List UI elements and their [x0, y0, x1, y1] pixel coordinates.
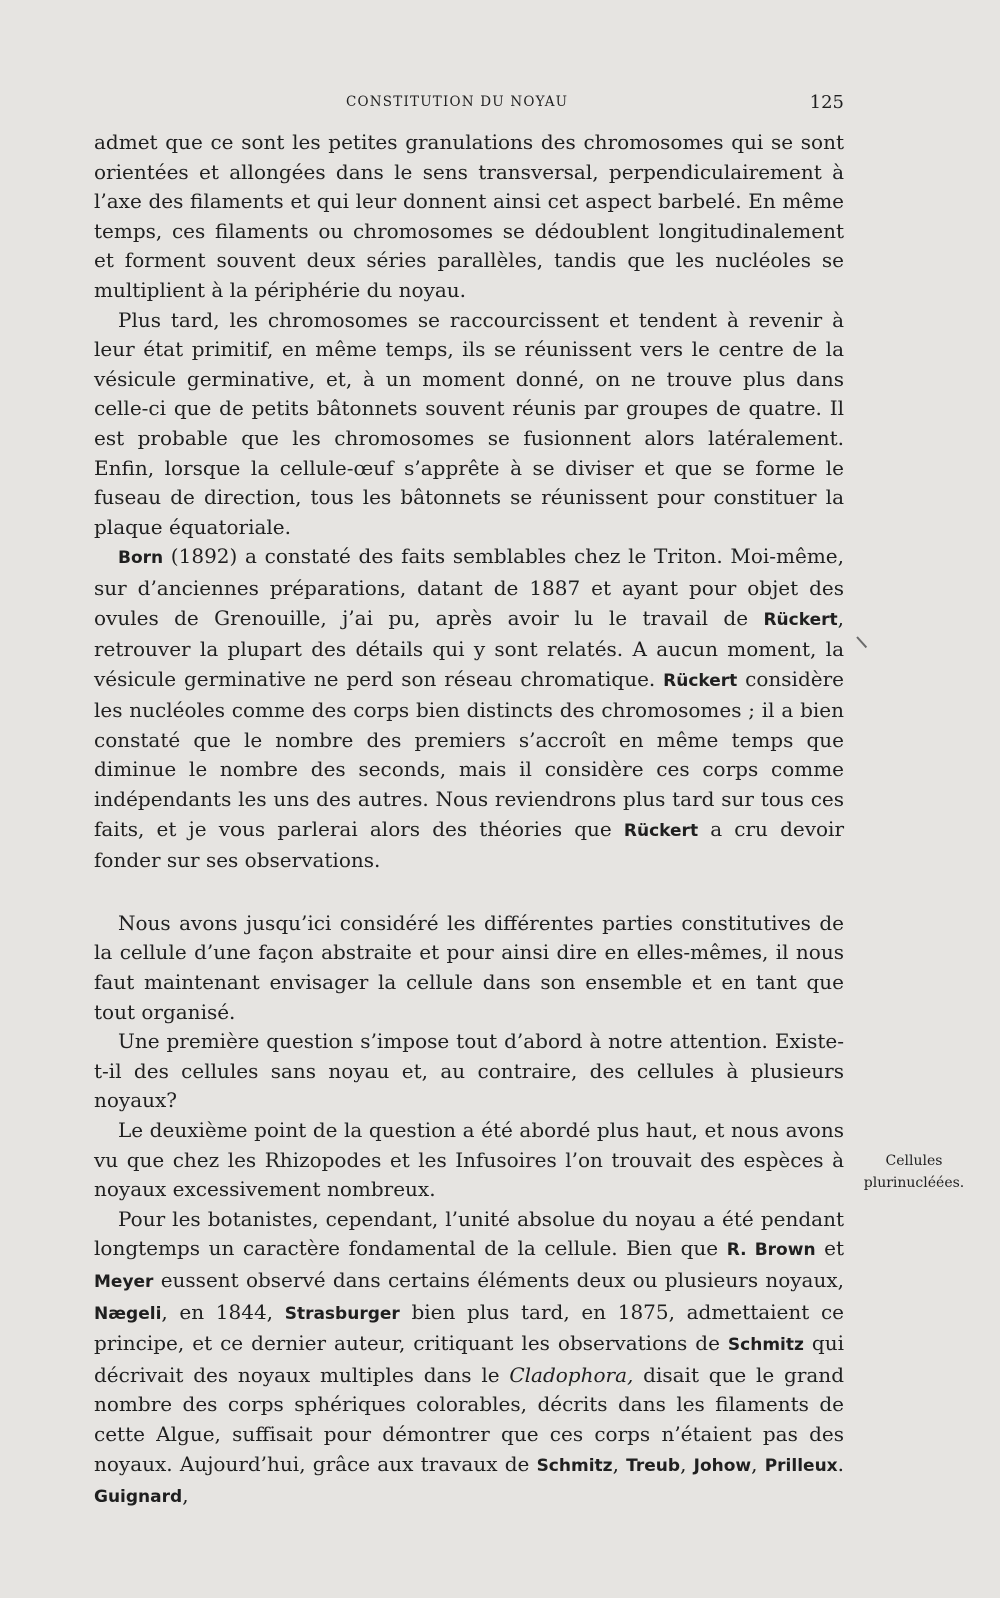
- page-number: 125: [809, 92, 844, 113]
- author-name: Meyer: [94, 1271, 154, 1292]
- stray-pencil-mark: [856, 636, 867, 648]
- text-run: et: [815, 1236, 844, 1261]
- paragraph-2: Plus tard, les chromosomes se raccourcissent et tendent à revenir à leur état primitif, en même temps, ils se réunissent vers le centre de la vésicule germinative, et, à un moment donné, on ne trouve plus dans celle-ci que de petits bâtonnets souvent réunis par groupes de quatre. Il est probable que les chromosomes se fusionnent alors latéralement. Enfin, lorsque la cellule-œuf s’apprête à se diviser et que se forme le fuseau de direction, tous les bâtonnets se réunissent pour constituer la plaque équatoriale.: [94, 307, 844, 539]
- author-name: Rückert: [763, 609, 838, 630]
- text-run: a cru devoir fonder sur ses observations.: [94, 816, 845, 873]
- text-run: considère les nucléoles comme des corps bien distincts des chromosomes ; il a bien constaté que le nombre des premiers s’accroît en même temps que diminue le nombre des seconds, mais il considère ces corps comme indépendants les uns des autres. Nous reviendrons plus tard sur tous ces faits, et je vous parlerai alors des théories que: [94, 666, 844, 841]
- text-run: disait que le grand nombre des corps sphériques colorables, décrits dans les filaments de cette Algue, suffisait pour démontrer que ces corps n’étaient pas des noyaux. Aujourd’hui, grâce aux travaux de: [94, 1362, 844, 1476]
- margin-note-line: plurinucléées.: [863, 1175, 965, 1191]
- author-name: Strasburger: [284, 1303, 400, 1324]
- paragraph-1: admet que ce sont les petites granulations des chromosomes qui se sont orientées et allongées dans le sens transversal, perpendiculairement à l’axe des filaments et qui leur donnent ainsi cet aspect barbelé. En même temps, ces filaments ou chromosomes se dédoublent longitudinalement et forment souvent deux séries parallèles, tandis que les nucléoles se multiplient à la périphérie du noyau.: [94, 130, 844, 302]
- body-text: [94, 128, 844, 1513]
- author-name: Born: [118, 548, 164, 569]
- margin-note: [858, 1150, 970, 1194]
- paragraph-6: Le deuxième point de la question a été abordé plus haut, et nous avons vu que chez les Rhizopodes et les Infusoires l’on trouvait des espèces à noyaux excessivement nombreux.: [94, 1118, 844, 1202]
- text-run: Pour les botanistes, cependant, l’unité absolue du noyau a été pendant longtemps un caractère fondamental de la cellule. Bien que: [94, 1206, 844, 1261]
- text-run: , en 1844,: [161, 1299, 285, 1324]
- paragraph-7: [94, 1205, 844, 1513]
- text-run: ,: [612, 1451, 627, 1476]
- author-name: Rückert: [623, 820, 699, 841]
- author-name: Schmitz: [536, 1455, 613, 1476]
- author-name: Nægeli: [94, 1303, 162, 1324]
- author-name: Treub: [626, 1455, 681, 1476]
- text-run: (1892) a constaté des faits semblables chez le Triton. Moi-même, sur d’anciennes préparations, datant de 1887 et ayant pour objet des ovules de Grenouille, j’ai pu, après avoir lu le travail de: [94, 544, 844, 630]
- author-name: Guignard: [94, 1487, 183, 1508]
- paragraph-3: [94, 542, 844, 876]
- author-name: Rückert: [663, 670, 738, 691]
- paragraph-5: Une première question s’impose tout d’abord à notre attention. Existe-t-il des cellules sans noyau et, au contraire, des cellules à plusieurs noyaux?: [94, 1029, 844, 1113]
- text-run: , retrouver la plupart des détails qui y sont relatés. A aucun moment, la vésicule germinative ne perd son réseau chromatique.: [94, 605, 844, 691]
- paragraph-4: Nous avons jusqu’ici considéré les différentes parties constitutives de la cellule d’une façon abstraite et pour ainsi dire en elles-mêmes, il nous faut maintenant envisager la cellule dans son ensemble et en tant que tout organisé.: [94, 910, 844, 1024]
- text-run: ,: [751, 1451, 765, 1476]
- author-name: Prilleux: [764, 1455, 838, 1476]
- text-run: ,: [182, 1483, 189, 1508]
- text-run: qui décrivait des noyaux multiples dans le: [94, 1331, 844, 1387]
- running-head-title: CONSTITUTION DU NOYAU: [346, 94, 569, 110]
- section-gap: [94, 876, 844, 909]
- genus-name: Cladophora,: [509, 1362, 634, 1387]
- text-run: .: [837, 1451, 845, 1476]
- text-run: eussent observé dans certains éléments deux ou plusieurs noyaux,: [153, 1267, 844, 1292]
- author-name: R. Brown: [726, 1240, 816, 1261]
- text-run: ,: [680, 1451, 694, 1476]
- author-name: Schmitz: [727, 1335, 804, 1356]
- text-run: bien plus tard, en 1875, admettaient ce principe, et ce dernier auteur, critiquant les observations de: [94, 1299, 844, 1356]
- margin-note-line: Cellules: [885, 1153, 943, 1169]
- author-name: Johow: [693, 1455, 752, 1476]
- running-head: [94, 92, 844, 116]
